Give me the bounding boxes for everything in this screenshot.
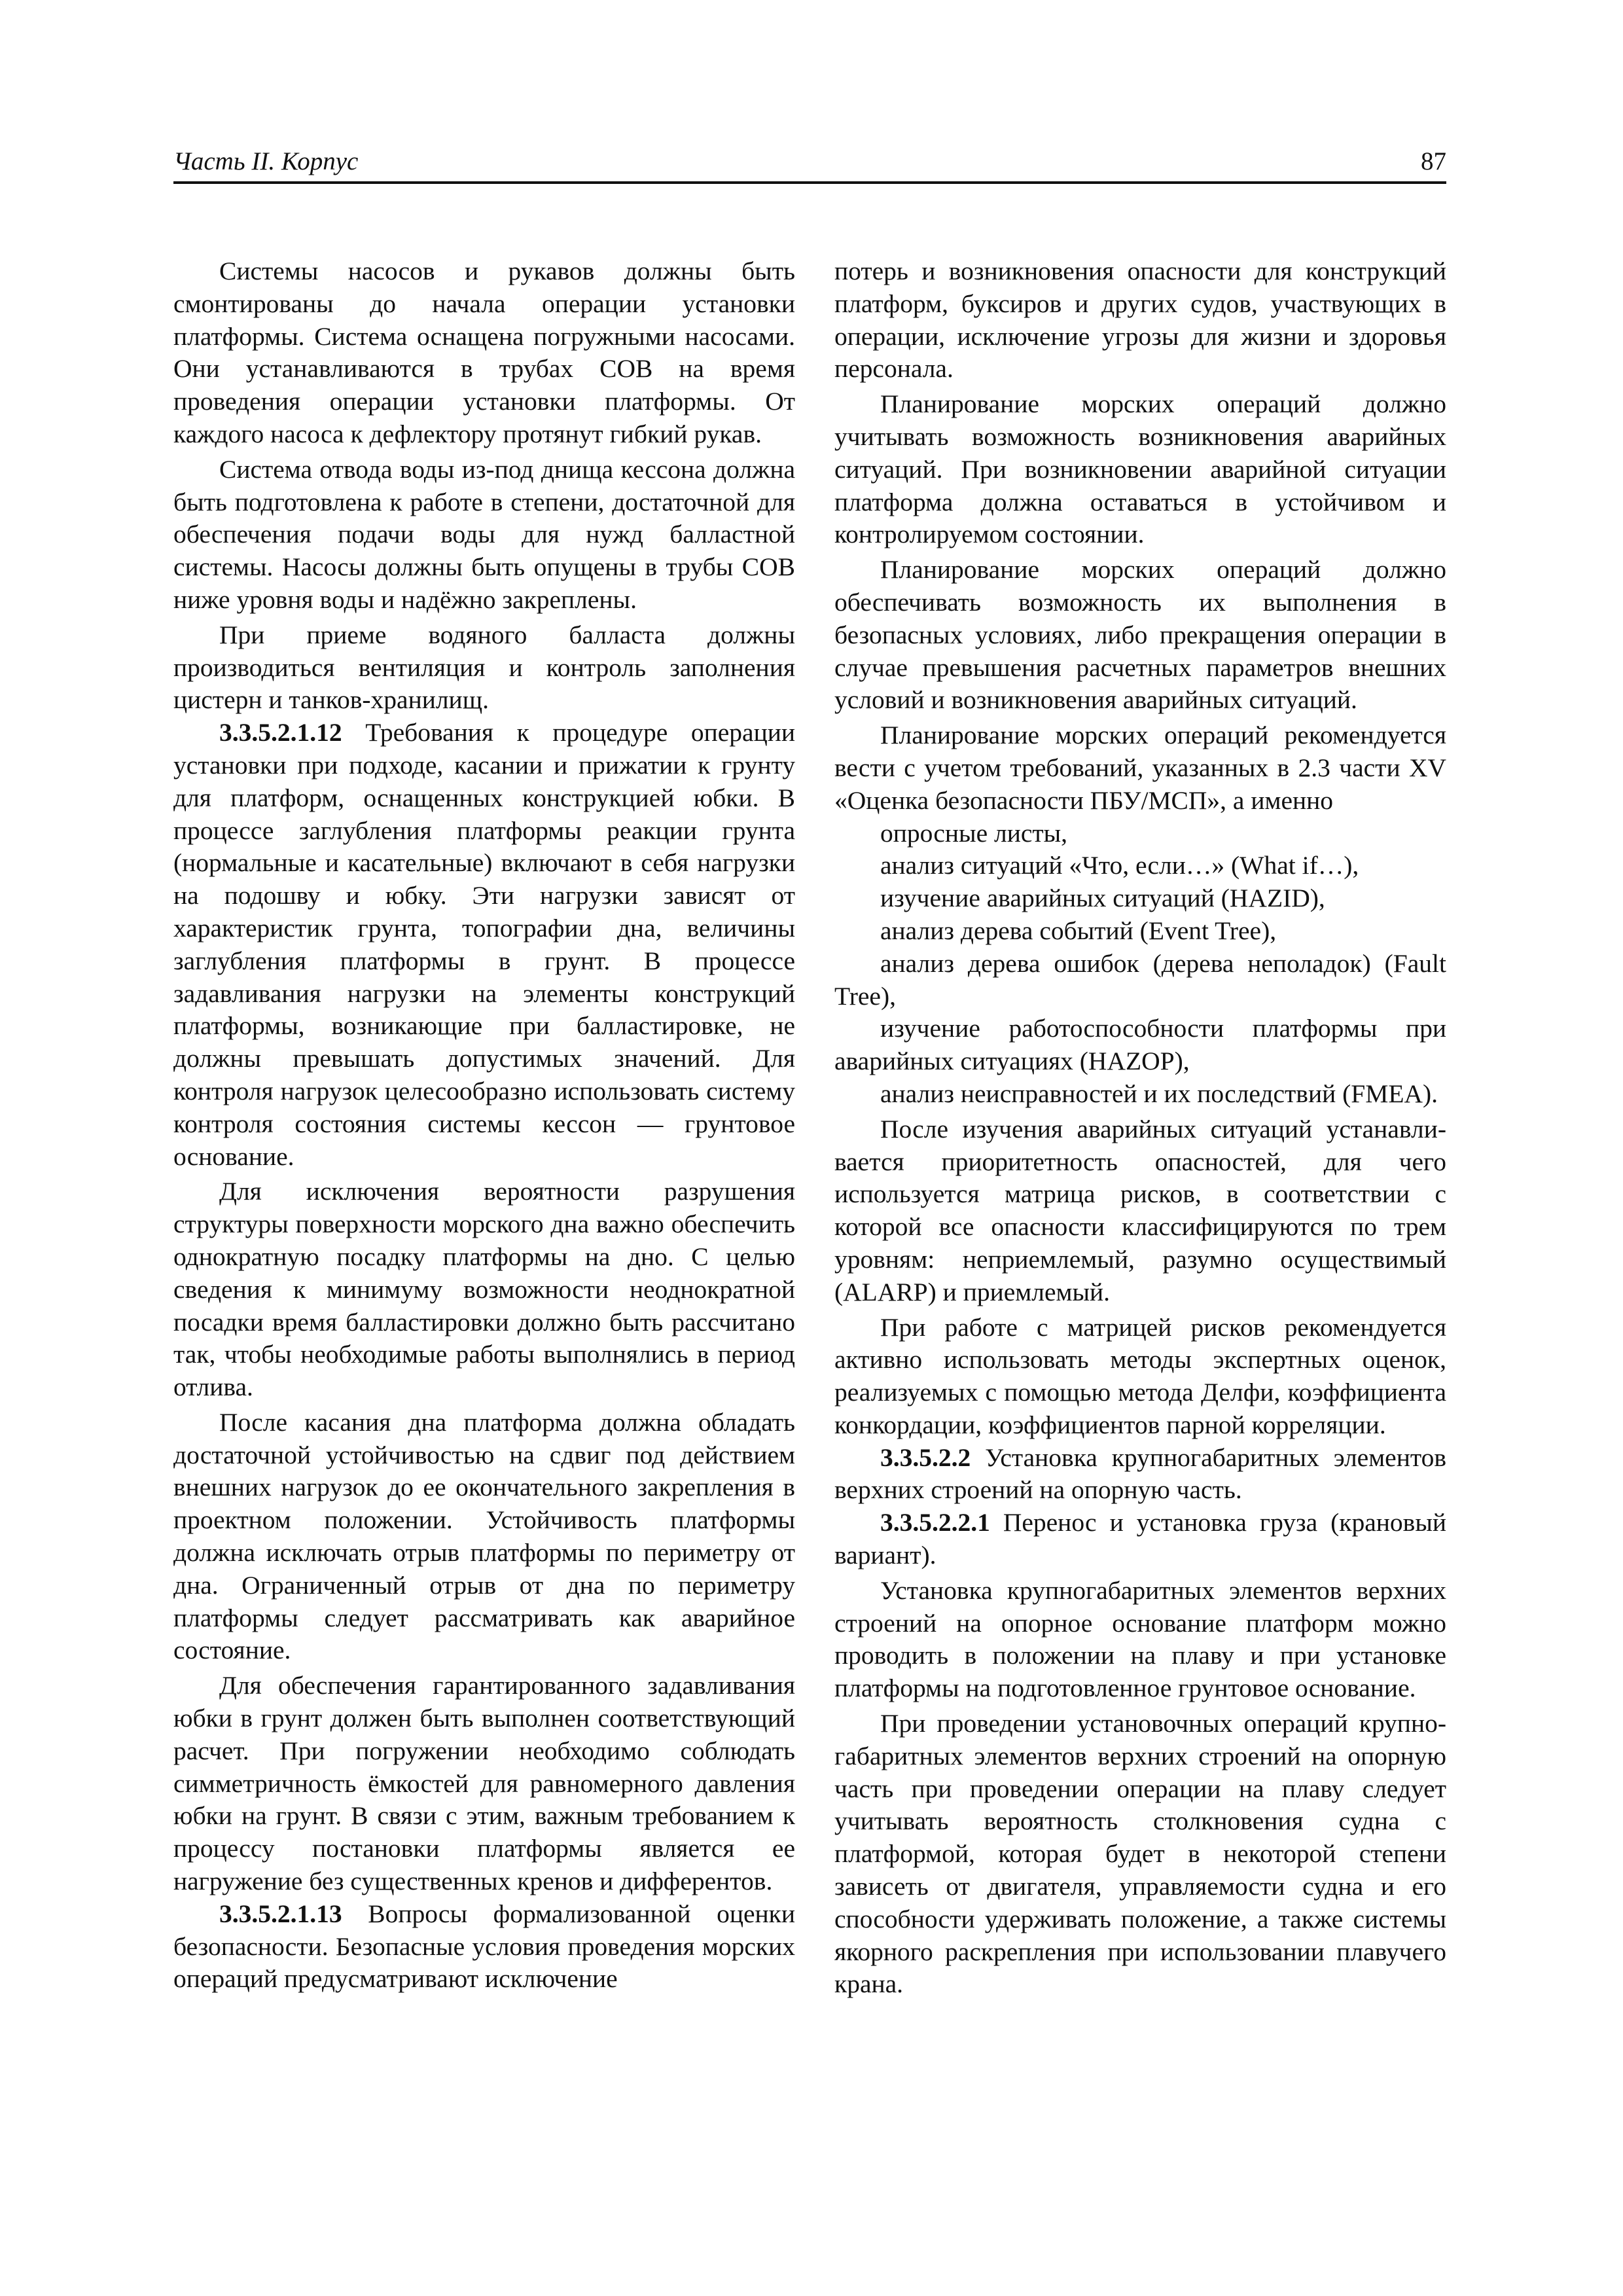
page-number: 87 [1421, 147, 1446, 175]
section-text: Вопросы формализованной оценки безопасности. Безопасные условия проведения морских операций предусматривают исключение [173, 1899, 795, 1994]
section-text: Установка крупногабаритных элементов верхних строений на опорную часть. [834, 1443, 1446, 1505]
paragraph: Установка крупногабаритных элементов верхних строений на опорное основание платформ можно проводить в положении на плаву и при установке платформы на подготовленное грунтовое основание. [834, 1575, 1446, 1703]
paragraph: Планирование морских операций должно обеспечивать возможность их выполнения в безопасных условиях, либо прекращения операции в случае превышения расчетных параметров внешних условий и возникновения аварийных ситуаций. [834, 555, 1446, 715]
section-number: 3.3.5.2.2.1 [880, 1508, 990, 1537]
section-paragraph [834, 1442, 1446, 1507]
paragraph: При работе с матрицей рисков рекомендуется активно использовать методы экспертных оценок, реализуемых с помощью метода Делфи, коэффициента конкордации, коэффициентов парной корреляции. [834, 1312, 1446, 1439]
list-item: изучение аварийных ситуаций (HAZID), [880, 884, 1325, 913]
section-text: Перенос и установка груза (крановый вариант). [834, 1508, 1446, 1570]
list-item: анализ неисправностей и их последствий (FMEA). [880, 1079, 1438, 1108]
section-number: 3.3.5.2.2 [880, 1443, 971, 1472]
section-text: Требования к процедуре операции установки при подходе, касании и прижатии к грунту для платформ, оснащенных конструкцией юбки. В процессе заглубления платформы реакции грунта (нормальные и касательные) включают в себя нагрузки на подошву и юбку. Эти нагрузки зависят от характеристик грунта, топографии дна, величины заглубления платформы в грунт. В процессе задавливания нагрузки на элементы конструкций платформы, возникающие при балластировке, не должны превышать допустимых значений. Для контроля нагрузок целесообразно использовать систему контроля состояния системы кессон — грунтовое основание. [173, 718, 795, 1171]
paragraph: Для исключения вероятности разрушения структуры поверхности морского дна важно обеспечить однократную посадку платформы на дно. С целью сведения к минимуму возможности неоднократной посадки время балластировки должно быть рассчитано так, чтобы необходимые работы выполнялись в период отлива. [173, 1177, 795, 1402]
section-paragraph [173, 717, 795, 1173]
paragraph: После касания дна платформа должна обладать достаточной устойчивостью на сдвиг под действием внешних нагрузок до ее окончательного закрепления в проектном положении. Устойчивость платформы должна исключать отрыв платформы по периметру от дна. Ограниченный отрыв от дна по периметру платформы следует рассматривать как аварийное состояние. [173, 1407, 795, 1665]
running-header [173, 141, 1446, 184]
section-number: 3.3.5.2.1.13 [219, 1899, 342, 1928]
left-column [173, 255, 795, 1996]
section-paragraph [173, 1898, 795, 1996]
paragraph: Планирование морских операций должно учитывать возможность возникновения аварийных ситуаций. При возникновении аварийной ситуации платформа должна оставаться в устойчивом и контролируемом состоянии. [834, 389, 1446, 549]
paragraph: Системы насосов и рукавов должны быть смонтированы до начала операции установки платформы. Система оснащена погружными насосами. Они устанавливаются в трубах СОВ на время проведения операции установки платформы. От каждого насоса к дефлектору протянут гибкий рукав. [173, 257, 795, 448]
paragraph: Планирование морских операций рекомендуется вести с учетом требований, указанных в 2.3 части XV «Оценка безопасности ПБУ/МСП», а именно [834, 721, 1446, 815]
paragraph: После изучения аварийных ситуаций устанавливается приоритетность опасностей, для чего используется матрица рисков, в соответствии с которой все опасности классифицируются по трем уровням: неприемлемый, разумно осуществимый (ALARP) и приемлемый. [834, 1114, 1446, 1306]
right-column [834, 255, 1446, 2001]
section-number: 3.3.5.2.1.12 [219, 718, 342, 747]
paragraph: При проведении установочных операций крупногабаритных элементов верхних строений на опорную часть при проведении операции на плаву следует учитывать вероятность столкновения судна с платформой, которая будет в некоторой степени зависеть от двигателя, управляемости судна и его способности удерживать положение, а также системы якорного раскрепления при использовании плавучего крана. [834, 1709, 1446, 1999]
list-item: анализ ситуаций «Что, если…» (What if…), [880, 851, 1359, 880]
paragraph: Для обеспечения гарантированного задавливания юбки в грунт должен быть выполнен соответствующий расчет. При погружении необходимо соблюдать симметричность ёмкостей для равномерного давления юбки на грунт. В связи с этим, важным требованием к процессу постановки платформы является ее нагружение без существенных кренов и дифферентов. [173, 1671, 795, 1896]
paragraph: При приеме водяного балласта должны производиться вентиляция и контроль заполнения цистерн и танков-хранилищ. [173, 620, 795, 715]
list-item: анализ дерева событий (Event Tree), [880, 916, 1277, 945]
list-item: анализ дерева ошибок (дерева неполадок) (Fault Tree), [834, 948, 1446, 1011]
section-paragraph [834, 1507, 1446, 1572]
list-item: изучение работоспособности платформы при аварийных ситуациях (HAZOP), [834, 1014, 1446, 1076]
paragraph: потерь и возникновения опасности для конструкций платформ, буксиров и других судов, участвующих в операции, исключение угрозы для жизни и здоровья персонала. [834, 257, 1446, 384]
paragraph: Система отвода воды из-под днища кессона должна быть подготовлена к работе в степени, достаточной для обеспечения подачи воды для нужд балластной системы. Насосы должны быть опущены в трубы СОВ ниже уровня воды и надёжно закреплены. [173, 454, 795, 614]
header-title: Часть II. Корпус [173, 147, 359, 175]
list-item: опросные листы, [880, 818, 1068, 848]
